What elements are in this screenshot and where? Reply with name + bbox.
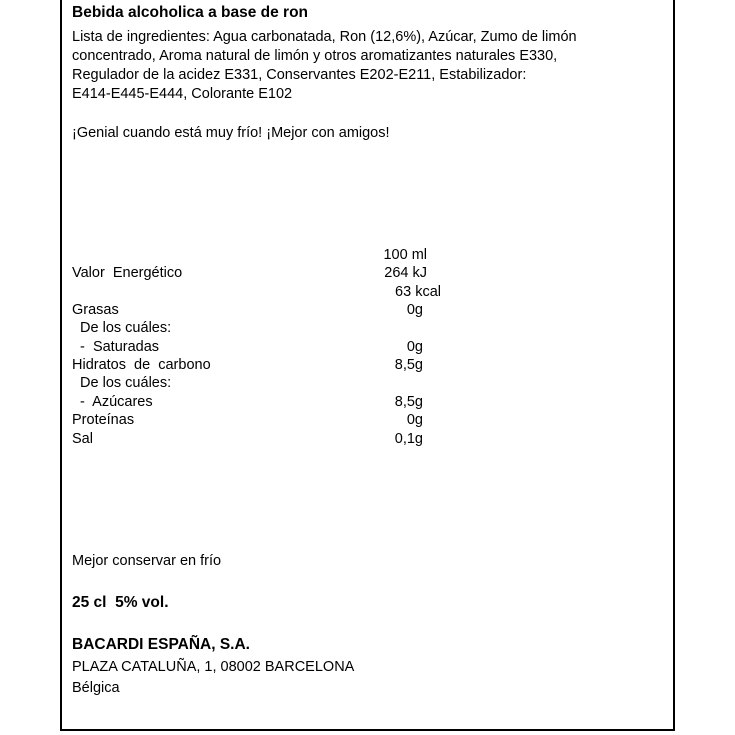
nutrition-label-saturated: - Saturadas (72, 339, 160, 355)
nutrition-label-fat-of-which: De los cuáles: (72, 320, 172, 336)
nutrition-label-sugars: - Azúcares (72, 394, 153, 410)
company-name: BACARDI ESPAÑA, S.A. (72, 636, 250, 653)
nutrition-label-carbs-of-which: De los cuáles: (72, 375, 172, 391)
ingredients-line-2: concentrado, Aroma natural de limón y otros aromatizantes naturales E330, (72, 48, 558, 64)
nutrition-value-saturated: 0g (406, 339, 423, 355)
nutrition-value-carbs: 8,5g (394, 357, 423, 373)
nutrition-value-kj: 264 kJ (384, 265, 427, 281)
nutrition-header: 100 ml (383, 247, 427, 263)
nutrition-value-sugars: 8,5g (394, 394, 423, 410)
nutrition-value-fat: 0g (406, 302, 423, 318)
product-title: Bebida alcoholica a base de ron (72, 4, 309, 21)
company-country: Bélgica (72, 680, 120, 696)
nutrition-label-carbs: Hidratos de carbono (72, 357, 211, 373)
nutrition-value-salt: 0,1g (394, 431, 423, 447)
ingredients-line-1: Lista de ingredientes: Agua carbonatada, Ron (12,6%), Azúcar, Zumo de limón (72, 29, 577, 45)
storage-note: Mejor conservar en frío (72, 553, 222, 569)
company-address: PLAZA CATALUÑA, 1, 08002 BARCELONA (72, 659, 355, 675)
nutrition-label-energy: Valor Energético (72, 265, 183, 281)
nutrition-value-protein: 0g (406, 412, 423, 428)
nutrition-label-salt: Sal (72, 431, 93, 447)
slogan: ¡Genial cuando está muy frío! ¡Mejor con amigos! (72, 125, 390, 141)
volume-info: 25 cl 5% vol. (72, 594, 169, 611)
nutrition-label-protein: Proteínas (72, 412, 135, 428)
nutrition-label-fat: Grasas (72, 302, 119, 318)
nutrition-value-kcal: 63 kcal (395, 284, 441, 300)
ingredients-line-4: E414-E445-E444, Colorante E102 (72, 86, 293, 102)
ingredients-line-3: Regulador de la acidez E331, Conservantes E202-E211, Estabilizador: (72, 67, 527, 83)
